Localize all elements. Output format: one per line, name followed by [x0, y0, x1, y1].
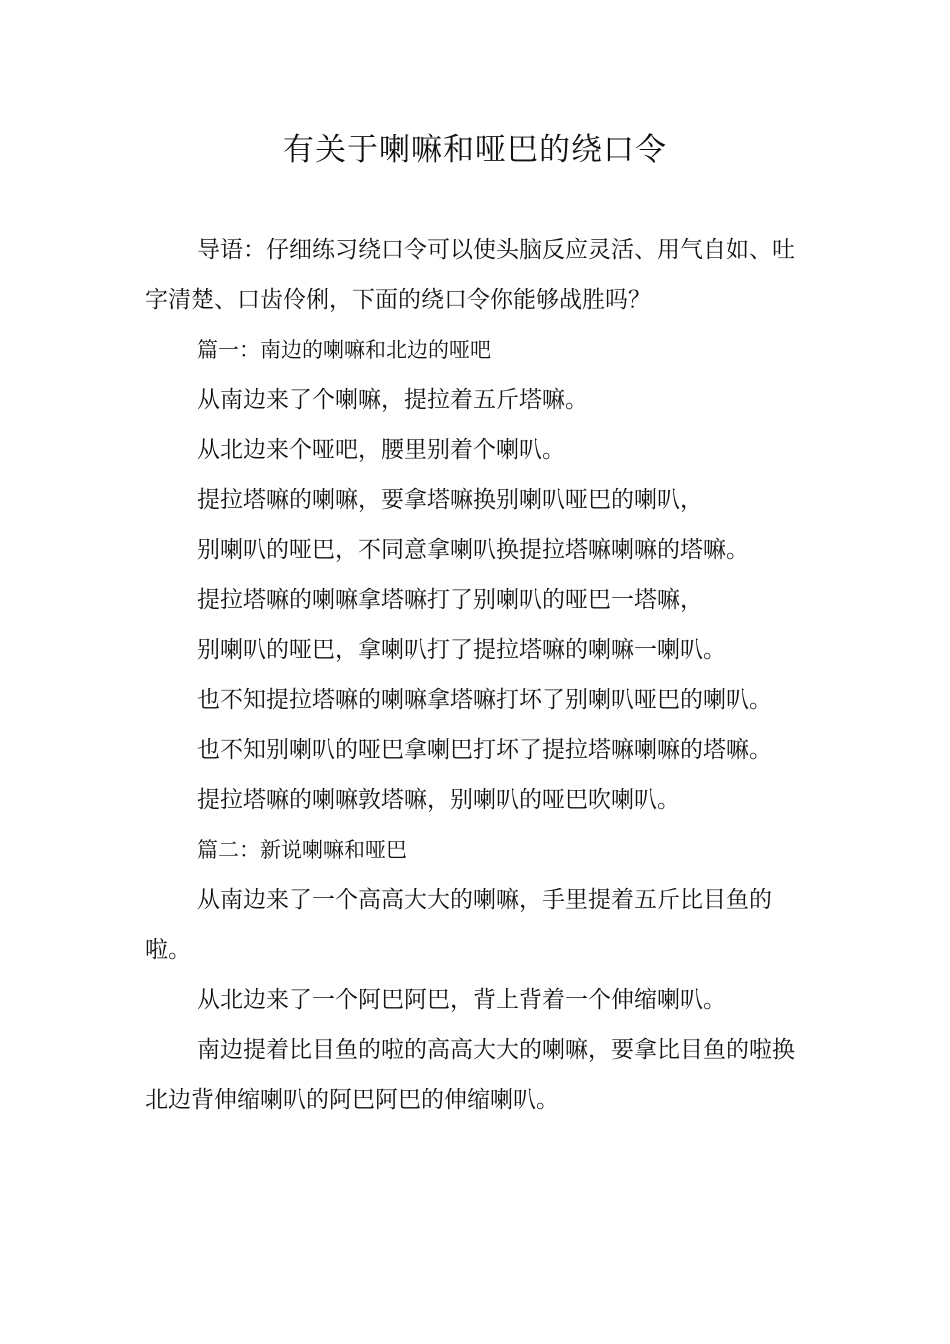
paragraph: 别喇叭的哑巴，不同意拿喇叭换提拉塔嘛喇嘛的塔嘛。: [197, 537, 749, 563]
paragraph: 从北边来了一个阿巴阿巴，背上背着一个伸缩喇叭。: [197, 987, 726, 1013]
paragraph: 提拉塔嘛的喇嘛，要拿塔嘛换别喇叭哑巴的喇叭，: [197, 487, 703, 513]
paragraph-intro: 导语：仔细练习绕口令可以使头脑反应灵活、用气自如、吐字清楚、口齿伶俐，下面的绕口令你能够战胜吗？: [145, 237, 795, 313]
paragraph: 也不知别喇叭的哑巴拿喇巴打坏了提拉塔嘛喇嘛的塔嘛。: [197, 737, 772, 763]
document-title: 有关于喇嘛和哑巴的绕口令: [283, 132, 667, 168]
paragraph: 从南边来了个喇嘛，提拉着五斤塔嘛。: [197, 387, 588, 413]
paragraph: 提拉塔嘛的喇嘛敦塔嘛，别喇叭的哑巴吹喇叭。: [197, 787, 680, 813]
document-body: [145, 225, 810, 1125]
paragraph: 也不知提拉塔嘛的喇嘛拿塔嘛打坏了别喇叭哑巴的喇叭。: [197, 687, 772, 713]
paragraph: 别喇叭的哑巴，拿喇叭打了提拉塔嘛的喇嘛一喇叭。: [197, 637, 726, 663]
paragraph: 提拉塔嘛的喇嘛拿塔嘛打了别喇叭的哑巴一塔嘛，: [197, 587, 703, 613]
paragraph: 从南边来了一个高高大大的喇嘛，手里提着五斤比目鱼的啦。: [145, 887, 772, 963]
paragraph: 南边提着比目鱼的啦的高高大大的喇嘛，要拿比目鱼的啦换北边背伸缩喇叭的阿巴阿巴的伸缩喇叭。: [145, 1037, 795, 1113]
paragraph: 从北边来个哑吧，腰里别着个喇叭。: [197, 437, 565, 463]
section-heading-1: 篇一：南边的喇嘛和北边的哑吧: [197, 338, 491, 362]
section-heading-2: 篇二：新说喇嘛和哑巴: [197, 838, 407, 862]
